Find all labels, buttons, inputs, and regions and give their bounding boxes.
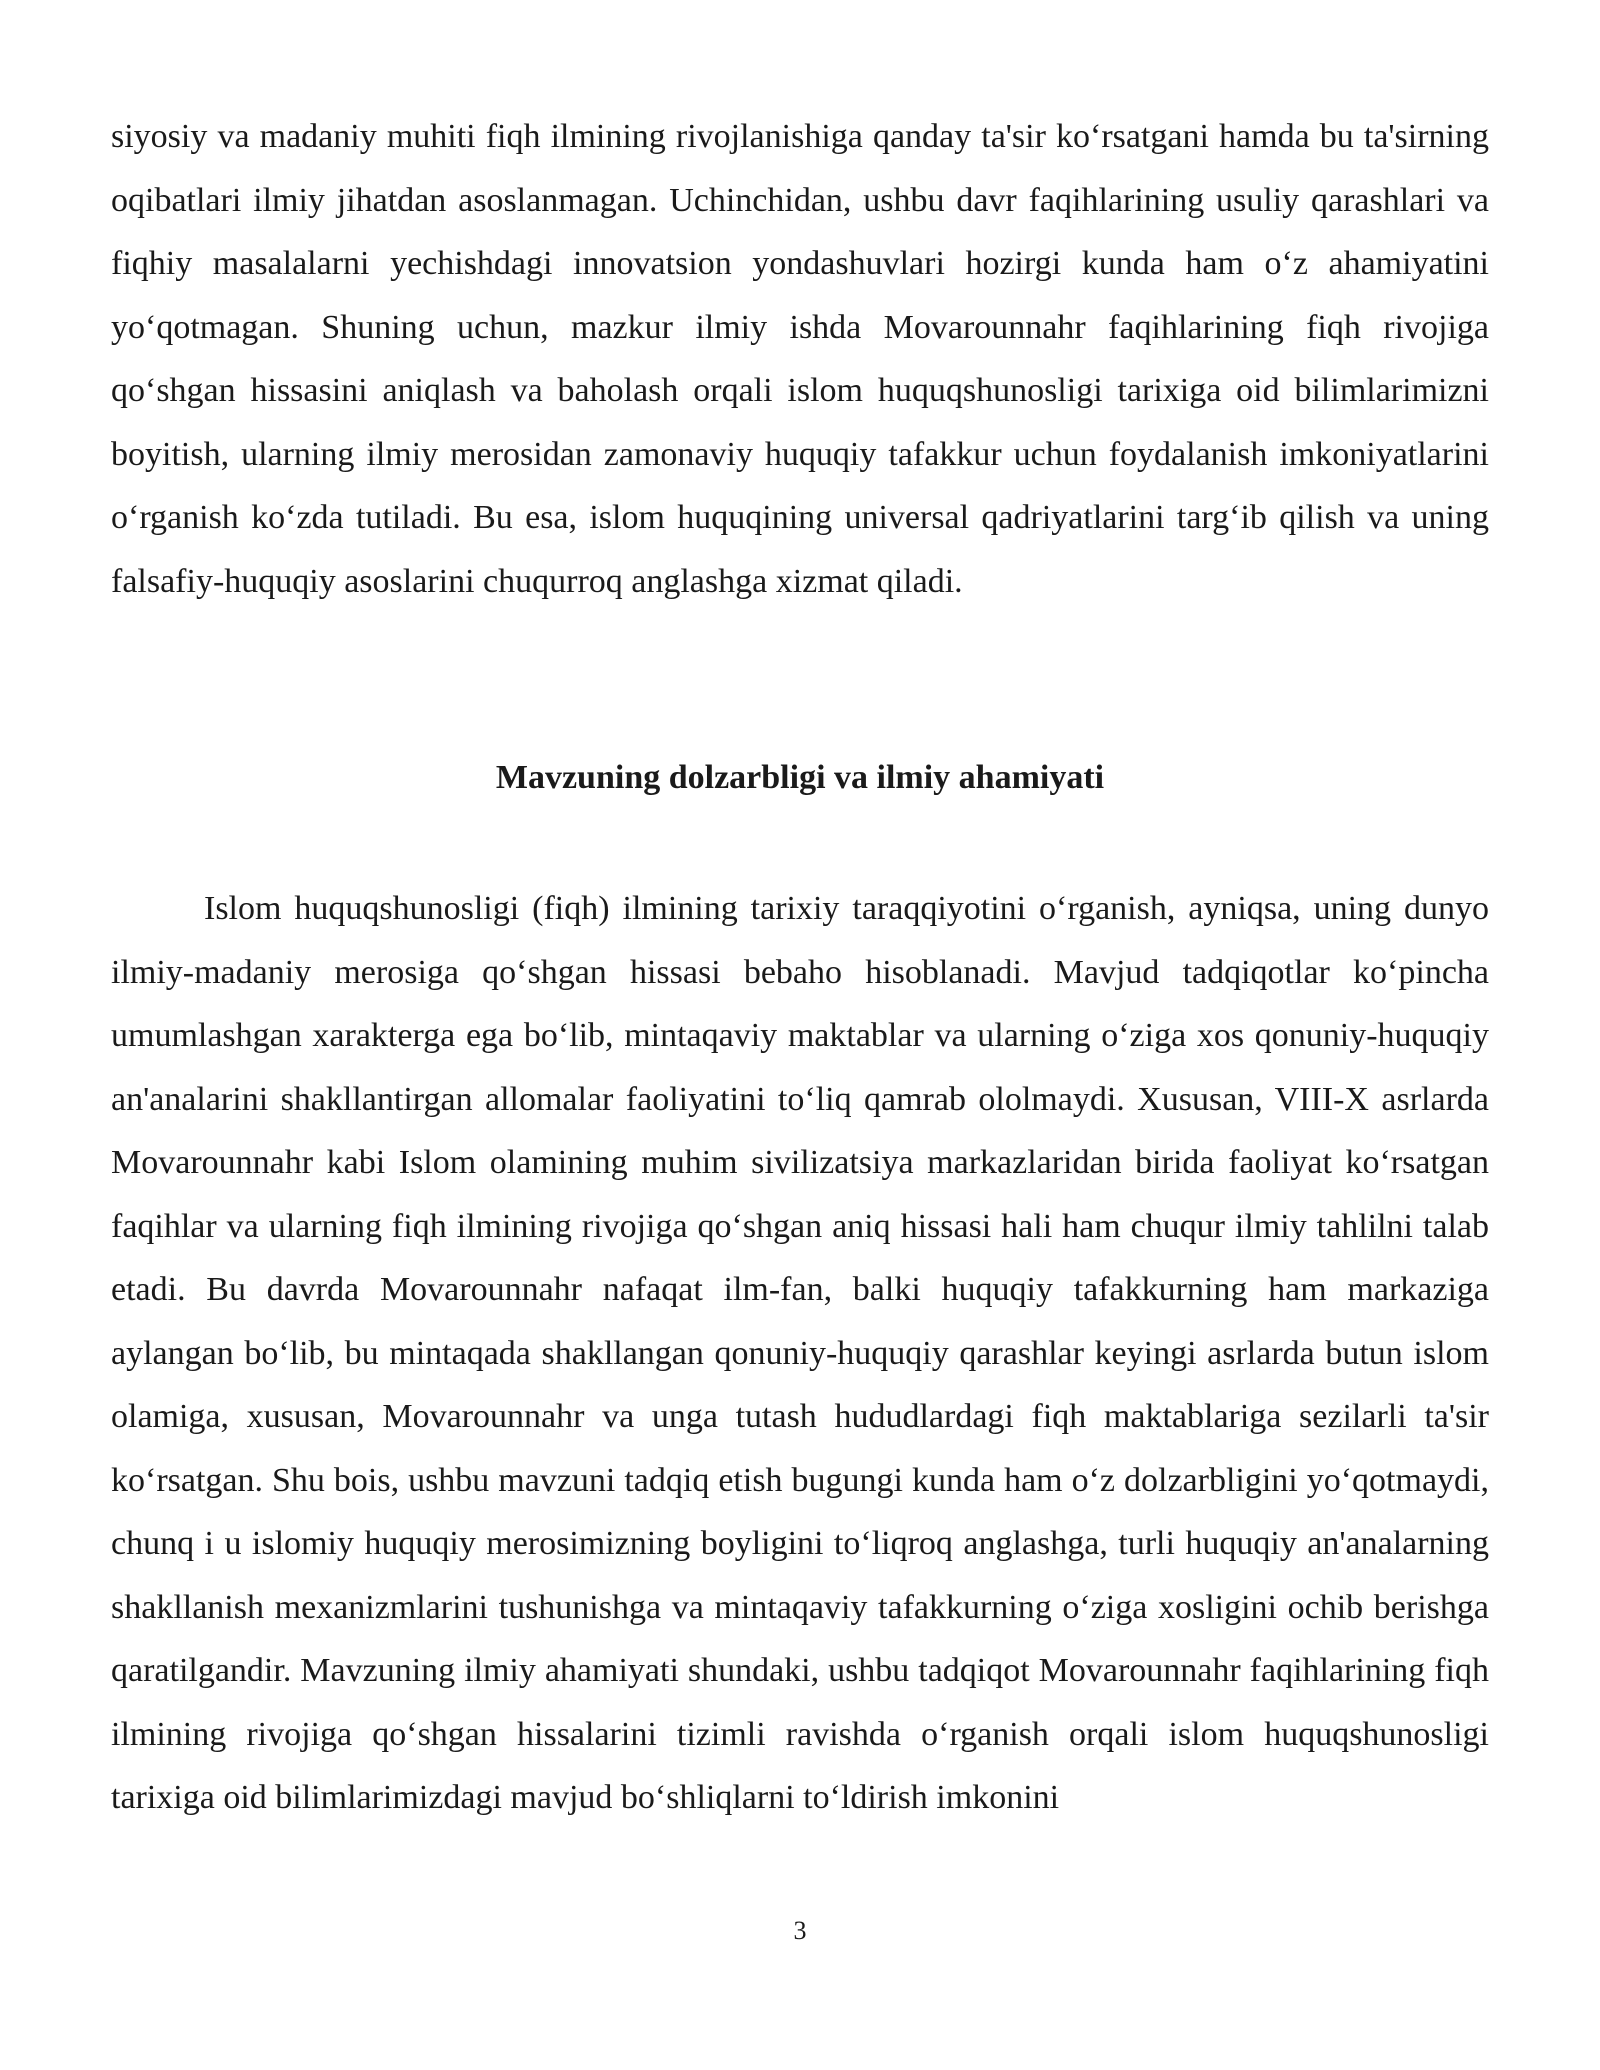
page-number: 3 (793, 1916, 807, 1945)
body-paragraph-continuation: siyosiy va madaniy muhiti fiqh ilmining rivojlanishiga qanday ta'sir ko‘rsatgani hamda bu ta'sirning oqibatlari ilmiy jihatdan asoslanmagan. Uchinchidan, ushbu davr faqihlarining usuliy qarashlari va fiqhiy masalalarni yechishdagi innovatsion yondashuvlari hozirgi kunda ham o‘z ahamiyatini yo‘qotmagan. Shuning uchun, mazkur ilmiy ishda Movarounnahr faqihlarining fiqh rivojiga qo‘shgan hissasini aniqlash va baholash orqali islom huquqshunosligi tarixiga oid bilimlarimizni boyitish, ularning ilmiy merosidan zamonaviy huquqiy tafakkur uchun foydalanish imkoniyatlarini o‘rganish ko‘zda tutiladi. Bu esa, islom huquqining universal qadriyatlarini targ‘ib qilish va uning falsafiy-huquqiy asoslarini chuqurroq anglashga xizmat qiladi. (111, 118, 1489, 600)
body-paragraph-relevance: Islom huquqshunosligi (fiqh) ilmining tarixiy taraqqiyotini o‘rganish, ayniqsa, uning dunyo ilmiy-madaniy merosiga qo‘shgan hissasi bebaho hisoblanadi. Mavjud tadqiqotlar ko‘pincha umumlashgan xarakterga ega bo‘lib, mintaqaviy maktablar va ularning o‘ziga xos qonuniy-huquqiy an'analarini shakllantirgan allomalar faoliyatini to‘liq qamrab ololmaydi. Xususan, VIII-X asrlarda Movarounnahr kabi Islom olamining muhim sivilizatsiya markazlaridan birida faoliyat ko‘rsatgan faqihlar va ularning fiqh ilmining rivojiga qo‘shgan aniq hissasi hali ham chuqur ilmiy tahlilni talab etadi. Bu davrda Movarounnahr nafaqat ilm-fan, balki huquqiy tafakkurning ham markaziga aylangan bo‘lib, bu mintaqada shakllangan qonuniy-huquqiy qarashlar keyingi asrlarda butun islom olamiga, xususan, Movarounnahr va unga tutash hududlardagi fiqh maktablariga sezilarli ta'sir ko‘rsatgan. Shu bois, ushbu mavzuni tadqiq etish bugungi kunda ham o‘z dolzarbligini yo‘qotmaydi, chunq i u islomiy huquqiy merosimizning boyligini to‘liqroq anglashga, turli huquqiy an'analarning shakllanish mexanizmlarini tushunishga va mintaqaviy tafakkurning o‘ziga xosligini ochib berishga qaratilgandir. Mavzuning ilmiy ahamiyati shundaki, ushbu tadqiqot Movarounnahr faqihlarining fiqh ilmining rivojiga qo‘shgan hissalarini tizimli ravishda o‘rganish orqali islom huquqshunosligi tarixiga oid bilimlarimizdagi mavjud bo‘shliqlarni to‘ldirish imkonini (111, 890, 1489, 1816)
section-heading: Mavzuning dolzarbligi va ilmiy ahamiyati (495, 759, 1105, 796)
